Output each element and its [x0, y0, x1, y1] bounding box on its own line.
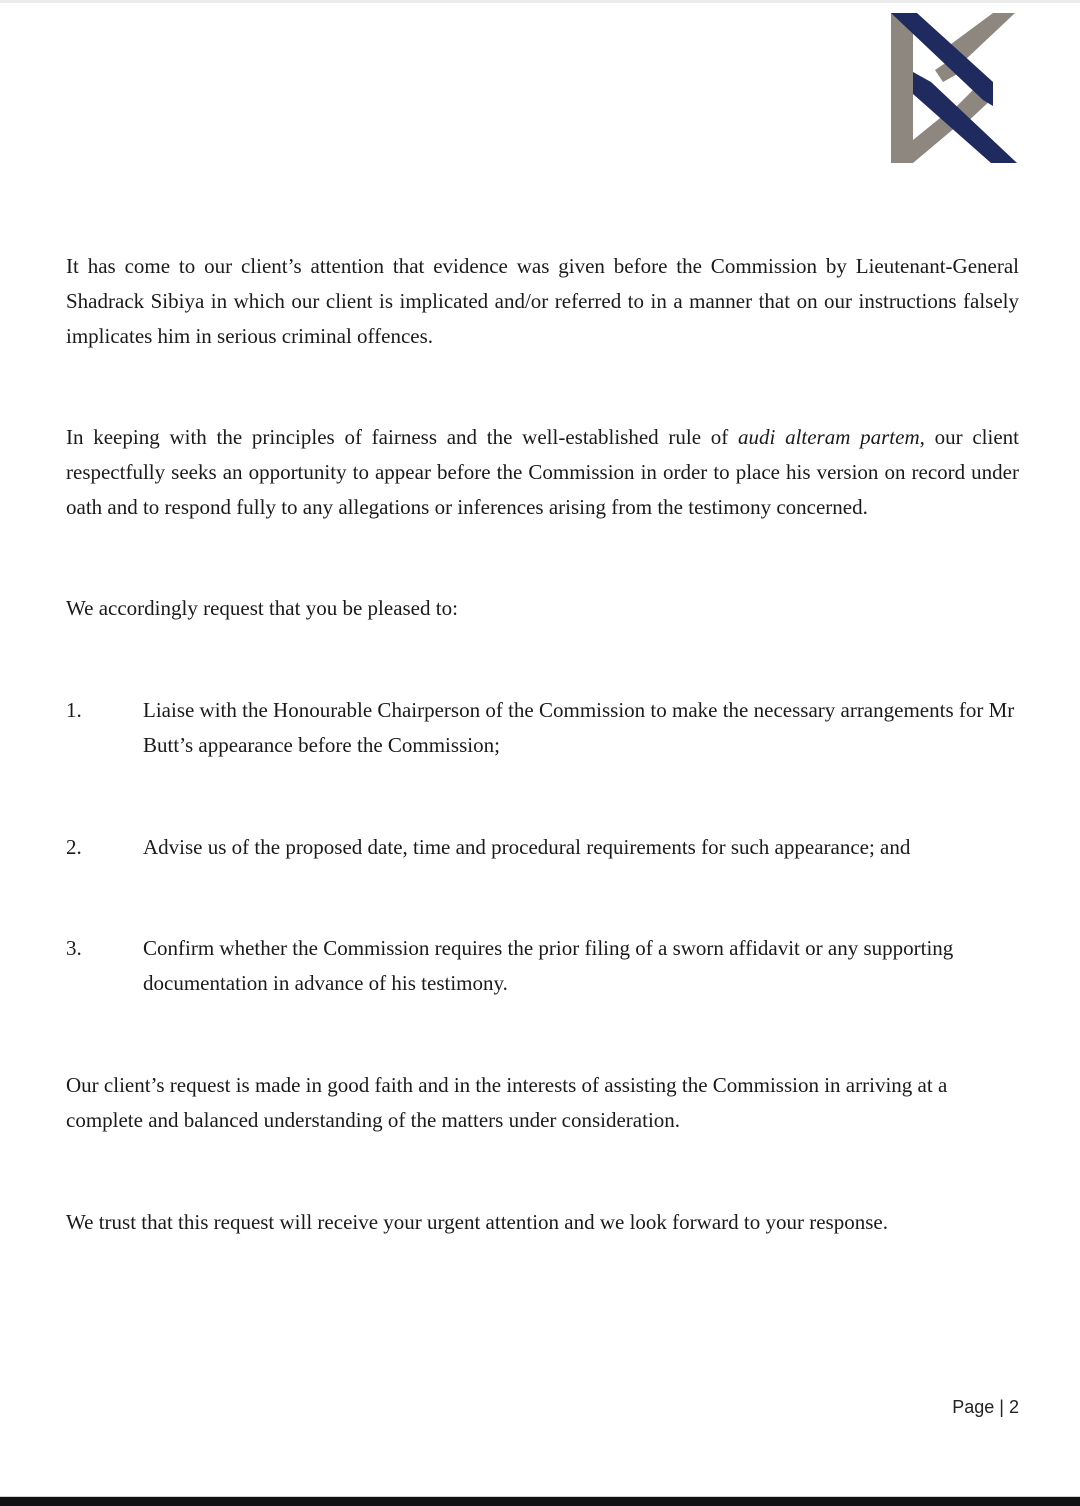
- paragraph-text: , our client respectfully seeks an opportunity to appear before the Commission in order to place his version on record under oath and to respond fully to any allegations or inferences arising from the testimony concerned.: [66, 425, 1020, 519]
- list-number: 1.: [66, 698, 82, 722]
- list-text: Liaise with the Honourable Chairperson of the Commission to make the necessary arrangements for Mr Butt’s appearance before the Commission;: [143, 698, 1015, 757]
- page-number: Page | 2: [952, 1397, 1019, 1417]
- request-item-3: [66, 931, 1019, 1001]
- paragraph-closing: We trust that this request will receive your urgent attention and we look forward to your response.: [66, 1210, 888, 1234]
- list-number: 3.: [66, 936, 82, 960]
- list-text: Advise us of the proposed date, time and procedural requirements for such appearance; and: [143, 835, 911, 859]
- request-item-1: [66, 693, 1019, 763]
- paragraph-audi-alteram-partem: [66, 420, 1019, 525]
- top-edge-strip: [0, 0, 1080, 3]
- paragraph-good-faith: Our client’s request is made in good faith and in the interests of assisting the Commission in arriving at a complete and balanced understanding of the matters under consideration.: [66, 1073, 948, 1132]
- list-number: 2.: [66, 835, 82, 859]
- paragraph-text: In keeping with the principles of fairness and the well-established rule of: [66, 425, 738, 449]
- list-text: Confirm whether the Commission requires the prior filing of a sworn affidavit or any supporting documentation in advance of his testimony.: [143, 936, 954, 995]
- paragraph-request-intro: We accordingly request that you be pleased to:: [66, 596, 458, 620]
- firm-logo-icon: [885, 10, 1020, 168]
- paragraph-allegation: It has come to our client’s attention that evidence was given before the Commission by Lieutenant-General Shadrack Sibiya in which our client is implicated and/or referred to in a manner that on our instructions falsely implicates him in serious criminal offences.: [66, 254, 1019, 348]
- latin-phrase: audi alteram partem: [738, 425, 920, 449]
- request-item-2: [66, 830, 1019, 865]
